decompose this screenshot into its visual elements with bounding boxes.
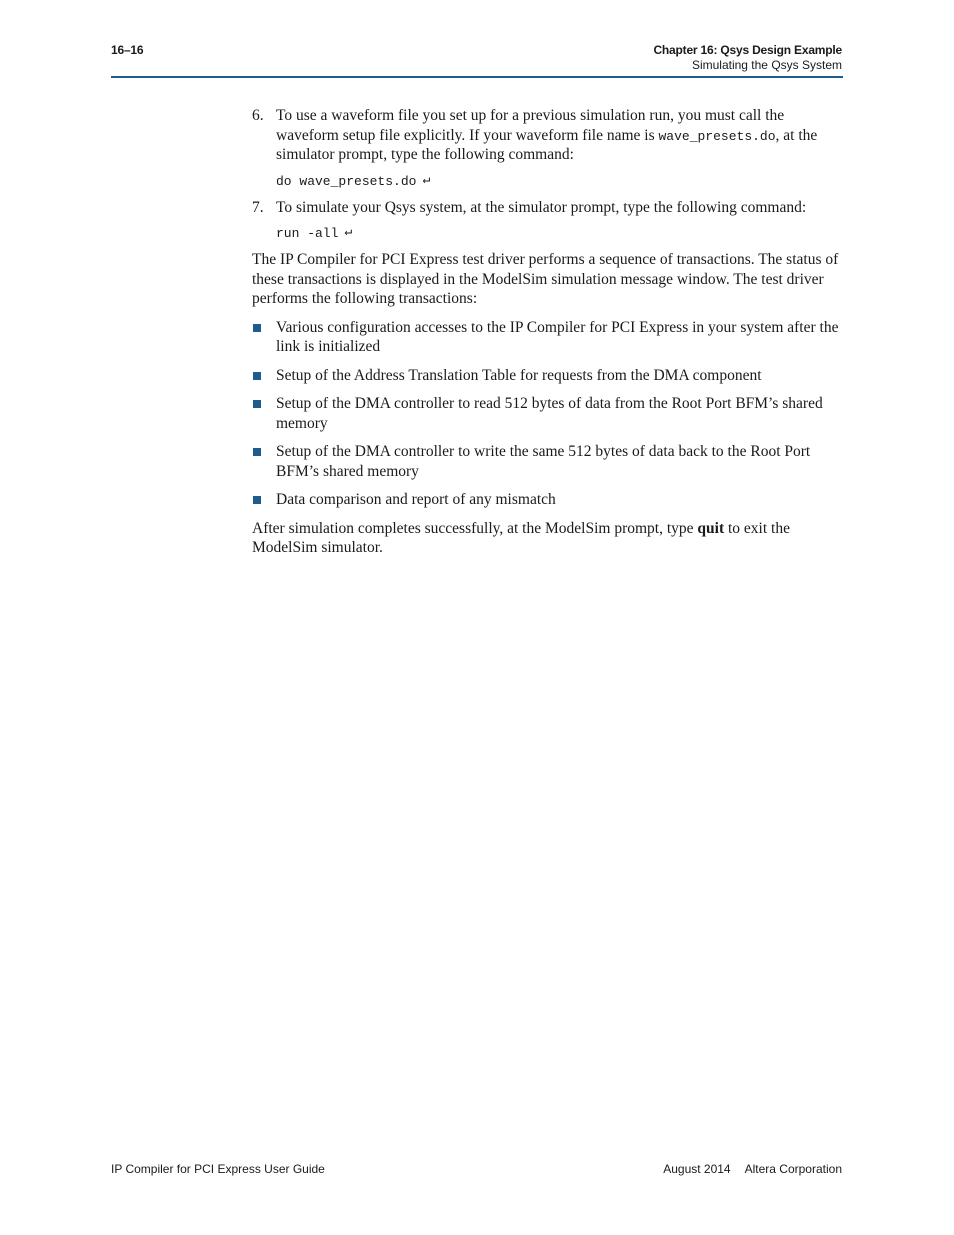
running-header [653, 43, 842, 73]
page-number: 16–16 [111, 43, 144, 57]
command-line [252, 171, 844, 190]
closing-paragraph [252, 519, 844, 558]
bullet-square-icon [253, 400, 261, 408]
inline-code: wave_presets.do [658, 128, 776, 144]
footer-info [663, 1162, 842, 1176]
header-rule [111, 76, 843, 78]
command-line [252, 226, 844, 242]
bullet-square-icon [253, 448, 261, 456]
closing-text-continued: to exit the ModelSim simulator. [252, 519, 790, 556]
bullet-square-icon [253, 324, 261, 332]
intro-paragraph: The IP Compiler for PCI Express test driver performs a sequence of transactions. The status of these transactions is displayed in the ModelSim simulation message window. The test driver performs the following transactions: [252, 251, 839, 307]
list-item [252, 490, 844, 510]
list-item-text: Setup of the DMA controller to write the same 512 bytes of data back to the Root Port BFM’s shared memory [276, 443, 811, 480]
list-item-text: Setup of the Address Translation Table for requests from the DMA component [276, 366, 762, 384]
list-item [252, 442, 844, 481]
closing-text: After simulation completes successfully, at the ModelSim prompt, type [252, 519, 698, 537]
step-text-continued: , at the simulator prompt, type the following command: [276, 126, 818, 163]
bullet-square-icon [253, 372, 261, 380]
footer-company: Altera Corporation [744, 1162, 842, 1176]
footer-document-title: IP Compiler for PCI Express User Guide [111, 1162, 325, 1176]
step-6 [252, 106, 844, 165]
list-item-text: Setup of the DMA controller to read 512 bytes of data from the Root Port BFM’s shared memory [276, 395, 823, 432]
step-number: 7. [252, 198, 264, 216]
chapter-title: Chapter 16: Qsys Design Example [653, 43, 842, 57]
list-item [252, 318, 844, 357]
enter-key-icon: ↵ [422, 171, 431, 187]
page-body [252, 106, 844, 558]
step-7 [252, 198, 844, 218]
step-text: To simulate your Qsys system, at the simulator prompt, type the following command: [276, 198, 807, 216]
list-item [252, 394, 844, 433]
quit-command: quit [697, 519, 725, 537]
bullet-square-icon [253, 496, 261, 504]
footer-date: August 2014 [663, 1162, 731, 1176]
command-text: run -all [276, 226, 339, 241]
list-item-text: Various configuration accesses to the IP Compiler for PCI Express in your system after the link is initialized [276, 318, 839, 355]
step-text: To use a waveform file you set up for a previous simulation run, you must call the waveform setup file explicitly. If your waveform file name is [276, 107, 785, 144]
section-title: Simulating the Qsys System [691, 58, 842, 72]
command-text: do wave_presets.do [276, 173, 417, 189]
list-item [252, 366, 844, 386]
step-number: 6. [252, 107, 264, 124]
enter-key-icon: ↵ [344, 224, 353, 239]
list-item-text: Data comparison and report of any mismatch [276, 491, 556, 508]
